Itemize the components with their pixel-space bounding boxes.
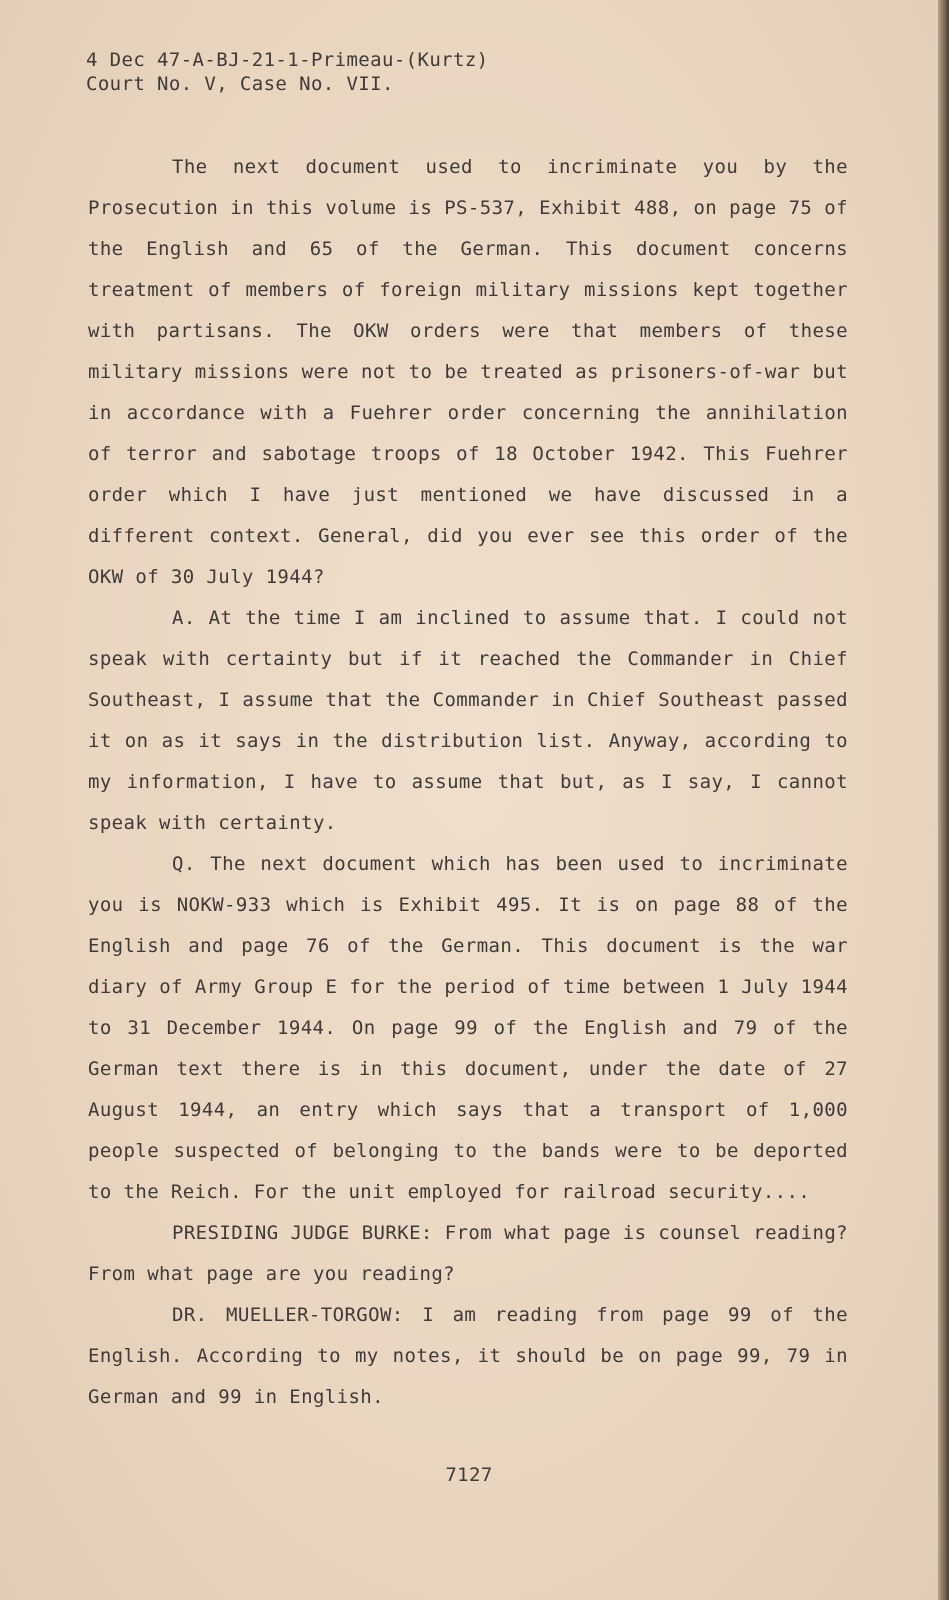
paragraph-presiding-judge: PRESIDING JUDGE BURKE: From what page is counsel reading? From what page are you reading? [88, 1222, 848, 1285]
paragraph-question-war-diary: Q. The next document which has been used to incriminate you is NOKW-933 which is Exhibit 495. It is on page 88 of the English and page 76 of the German. This document is the war diary of Army Group E for the period of time between 1 July 1944 to 31 December 1944. On page 99 of the English and 79 of the German text there is in this document, under the date of 27 August 1944, an entry which says that a transport of 1,000 people suspected of belonging to the bands were to be deported to the Reich. For the unit employed for railroad security.... [88, 853, 848, 1203]
page-number: 7127 [445, 1464, 493, 1486]
document-header [86, 48, 489, 96]
header-reference-line: 4 Dec 47-A-BJ-21-1-Primeau-(Kurtz) [86, 49, 489, 71]
header-court-line: Court No. V, Case No. VII. [86, 73, 394, 95]
paragraph-question-okw-order: The next document used to incriminate you by the Prosecution in this volume is PS-537, Exhibit 488, on page 75 of the English and 65 of the German. This document concerns treatment of members of foreign military missions kept together with partisans. The OKW orders were that members of these military missions were not to be treated as prisoners-of-war but in accordance with a Fuehrer order concerning the annihilation of terror and sabotage troops of 18 October 1942. This Fuehrer order which I have just mentioned we have discussed in a different context. General, did you ever see this order of the OKW of 30 July 1944? [88, 156, 848, 588]
page-edge-shadow [938, 0, 949, 1600]
paragraph-answer: A. At the time I am inclined to assume that. I could not speak with certainty but if it reached the Commander in Chief Southeast, I assume that the Commander in Chief Southeast passed it on as it says in the distribution list. Anyway, according to my information, I have to assume that but, as I say, I cannot speak with certainty. [88, 607, 848, 834]
transcript-body [88, 147, 848, 1418]
paragraph-defense-counsel: DR. MUELLER-TORGOW: I am reading from page 99 of the English. According to my notes, it should be on page 99, 79 in German and 99 in English. [88, 1304, 848, 1408]
